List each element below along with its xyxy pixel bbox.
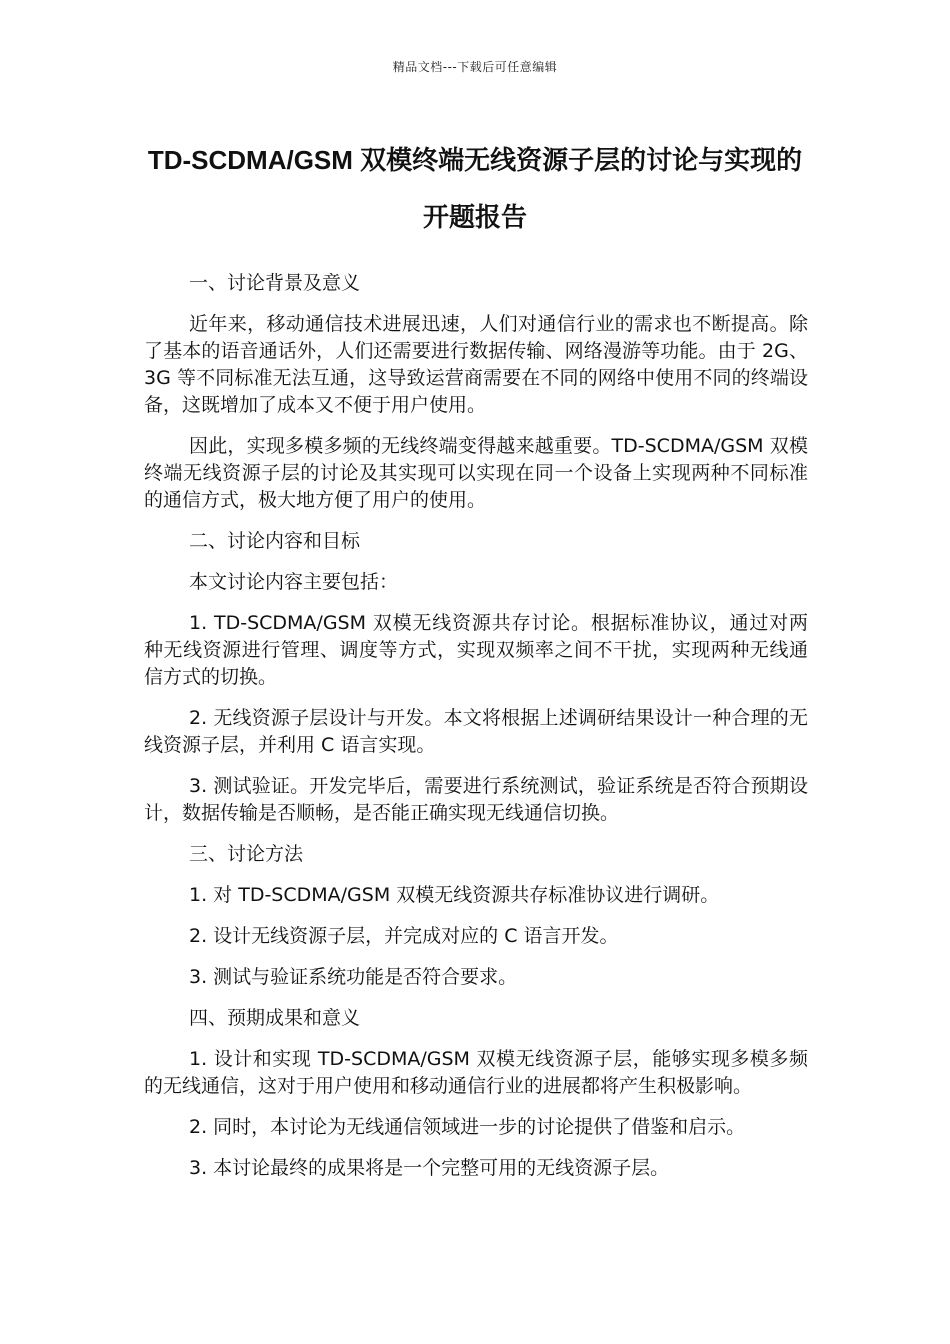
section-heading: 三、讨论方法	[189, 843, 304, 865]
list-item: 3. 测试验证。开发完毕后，需要进行系统测试，验证系统是否符合预期设计，数据传输是否顺畅，是否能正确实现无线通信切换。	[144, 775, 808, 824]
paragraph: 近年来，移动通信技术进展迅速，人们对通信行业的需求也不断提高。除了基本的语音通话外，人们还需要进行数据传输、网络漫游等功能。由于 2G、3G 等不同标准无法互通，这导致运营商需要在不同的网络中使用不同的终端设备，这既增加了成本又不便于用户使用。	[144, 313, 808, 416]
section-heading: 二、讨论内容和目标	[189, 530, 361, 552]
list-item: 2. 同时，本讨论为无线通信领域进一步的讨论提供了借鉴和启示。	[189, 1116, 746, 1138]
document-body	[144, 270, 808, 1196]
paragraph: 本文讨论内容主要包括：	[189, 571, 399, 593]
list-item: 2. 无线资源子层设计与开发。本文将根据上述调研结果设计一种合理的无线资源子层，并利用 C 语言实现。	[144, 707, 808, 756]
list-item: 3. 本讨论最终的成果将是一个完整可用的无线资源子层。	[189, 1157, 670, 1179]
list-item: 2. 设计无线资源子层，并完成对应的 C 语言开发。	[189, 925, 619, 947]
list-item: 1. 对 TD-SCDMA/GSM 双模无线资源共存标准协议进行调研。	[189, 884, 720, 906]
paragraph: 因此，实现多模多频的无线终端变得越来越重要。TD-SCDMA/GSM 双模终端无线资源子层的讨论及其实现可以实现在同一个设备上实现两种不同标准的通信方式，极大地方便了用户的使用。	[144, 435, 808, 511]
section-heading: 一、讨论背景及意义	[189, 272, 361, 294]
page-header: 精品文档---下载后可任意编辑	[392, 60, 558, 74]
list-item: 1. TD-SCDMA/GSM 双模无线资源共存讨论。根据标准协议，通过对两种无线资源进行管理、调度等方式，实现双频率之间不干扰，实现两种无线通信方式的切换。	[144, 612, 808, 688]
section-heading: 四、预期成果和意义	[189, 1007, 361, 1029]
document-title: TD-SCDMA/GSM 双模终端无线资源子层的讨论与实现的开题报告	[147, 145, 803, 232]
list-item: 3. 测试与验证系统功能是否符合要求。	[189, 966, 518, 988]
list-item: 1. 设计和实现 TD-SCDMA/GSM 双模无线资源子层，能够实现多模多频的无线通信，这对于用户使用和移动通信行业的进展都将产生积极影响。	[144, 1048, 808, 1097]
